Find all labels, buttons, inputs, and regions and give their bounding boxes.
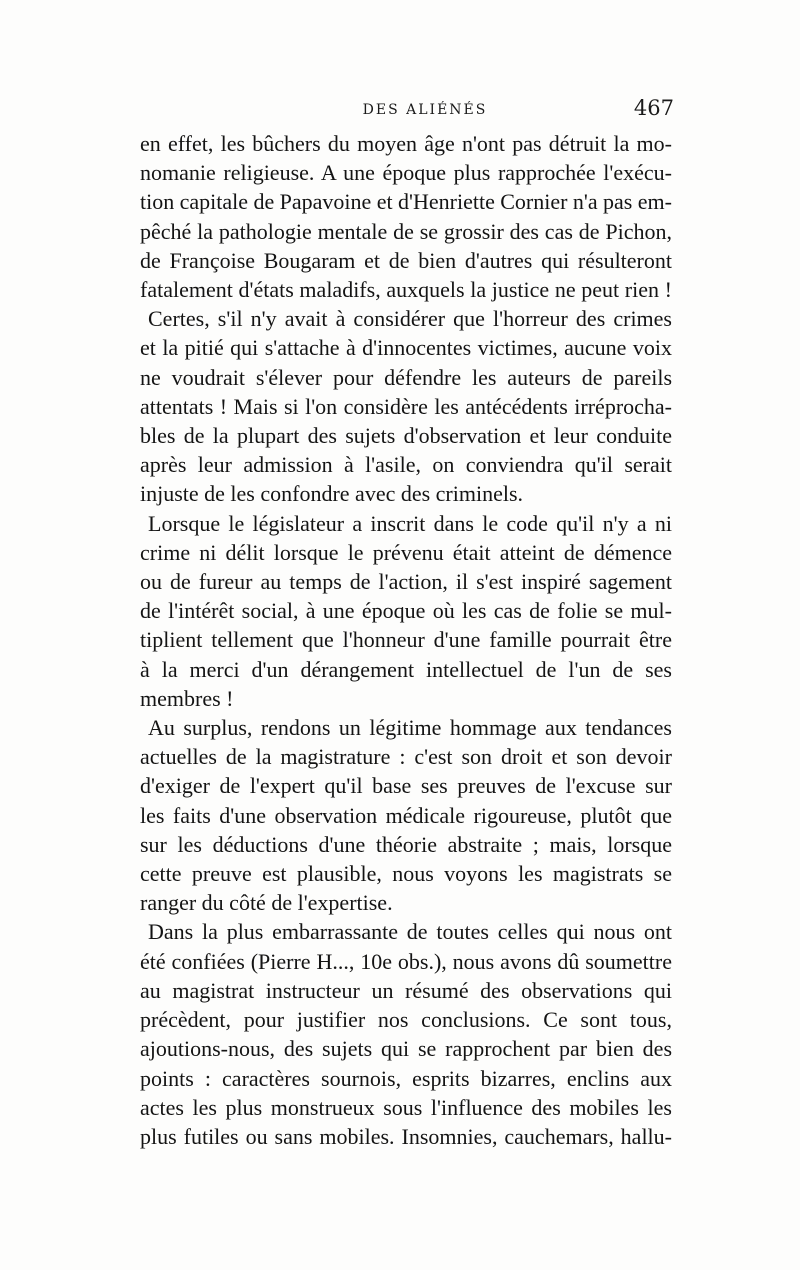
text-line: en effet, les bûchers du moyen âge n'ont pas détruit la mo-	[140, 131, 672, 156]
text-line: ne voudrait s'élever pour défendre les auteurs de pareils	[140, 364, 672, 390]
text-line: attentats ! Mais si l'on considère les antécédents irrépr​ocha-	[140, 393, 672, 419]
text-line: bles de la plupart des sujets d'observation et leur conduite	[140, 423, 672, 449]
paragraph-4	[140, 713, 672, 917]
text-line: membres !	[140, 685, 234, 711]
paragraph-3	[140, 509, 672, 713]
text-line: Au surplus, rendons un légitime hommage aux tendances	[148, 715, 672, 741]
text-line: de l'intérêt social, à une époque où les cas de folie se mul-	[140, 598, 672, 624]
text-line: précèdent, pour justifier nos conclusions. Ce sont tous,	[140, 1007, 672, 1033]
paragraph-5	[140, 917, 672, 1151]
text-line: au magistrat instructeur un résumé des observations qui	[140, 977, 672, 1003]
text-line: pêché la pathologie mentale de se grossir des cas de Pichon,	[140, 218, 672, 244]
running-title: DES ALIÉNÉS	[362, 102, 488, 118]
text-line: points : caractères sournois, esprits bizarres, enclins aux	[140, 1065, 672, 1091]
paragraph-2	[140, 304, 672, 508]
text-line: sur les déductions d'une théorie abstraite ; mais, lorsque	[140, 831, 672, 857]
running-head	[140, 96, 680, 126]
body-text	[140, 129, 672, 1151]
text-line: été confiées (Pierre H..., 10e obs.), nous avons dû soumettre	[140, 948, 672, 974]
text-line: à la merci d'un dérangement intellectuel de l'un de ses	[140, 656, 672, 682]
text-line: injuste de les confondre avec des criminels.	[140, 481, 524, 507]
text-line: ranger du côté de l'expertise.	[140, 890, 393, 916]
text-line: nomanie religieuse. A une époque plus rapprochée l'exécu-	[140, 160, 672, 186]
text-line: Dans la plus embarrassante de toutes celles qui nous ont	[148, 919, 672, 945]
text-line: crime ni délit lorsque le prévenu était atteint de démence	[140, 539, 672, 565]
paragraph-1	[140, 129, 672, 304]
text-line: plus futiles ou sans mobiles. Insomnies, cauchemars, hallu-	[140, 1123, 672, 1149]
text-line: après leur admission à l'asile, on conviendra qu'il serait	[140, 452, 672, 478]
text-line: tion capitale de Papavoine et d'Henriette Cornier n'a pas em-	[140, 189, 672, 215]
text-line: actuelles de la magistrature : c'est son droit et son devoir	[140, 744, 672, 770]
text-line: Certes, s'il n'y avait à considérer que l'horreur des crimes	[148, 306, 672, 332]
page-number: 467	[633, 96, 674, 120]
text-line: et la pitié qui s'attache à d'innocentes victimes, aucune voix	[140, 335, 672, 361]
text-line: ajoutions-nous, des sujets qui se rapprochent par bien des	[140, 1036, 672, 1062]
text-line: tiplient tellement que l'honneur d'une famille pourrait être	[140, 627, 672, 653]
text-line: ou de fureur au temps de l'action, il s'est inspiré sagement	[140, 569, 672, 595]
text-line: d'exiger de l'expert qu'il base ses preuves de l'excuse sur	[140, 773, 672, 799]
text-line: actes les plus monstrueux sous l'influence des mobiles les	[140, 1094, 672, 1120]
text-line: les faits d'une observation médicale rigoureuse, plutôt que	[140, 802, 672, 828]
text-line: Lorsque le législateur a inscrit dans le code qu'il n'y a ni	[148, 510, 672, 536]
text-line: de Françoise Bougaram et de bien d'autres qui résulteront	[140, 247, 672, 273]
text-line: cette preuve est plausible, nous voyons les magistrats se	[140, 861, 672, 887]
text-line: fatalement d'états maladifs, auxquels la justice ne peut rien !	[140, 277, 672, 303]
